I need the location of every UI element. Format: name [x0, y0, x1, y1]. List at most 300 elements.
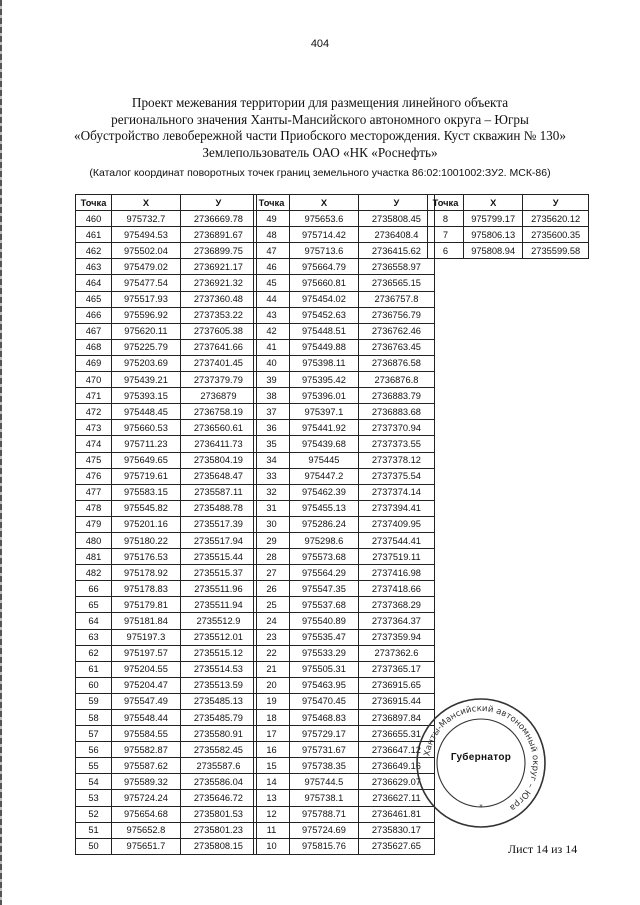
y-coordinate-cell: 2736415.62 [358, 243, 434, 259]
point-number-cell: 15 [254, 758, 290, 774]
table-header-row [76, 195, 257, 211]
table-row [254, 452, 435, 468]
table-row [76, 629, 257, 645]
table-row [254, 549, 435, 565]
point-number-cell: 462 [76, 243, 112, 259]
y-coordinate-cell: 2736461.81 [358, 806, 434, 822]
point-number-cell: 55 [76, 758, 112, 774]
y-coordinate-cell: 2735599.58 [523, 243, 589, 259]
point-number-cell: 481 [76, 549, 112, 565]
y-coordinate-cell: 2736560.61 [180, 420, 256, 436]
table-row [76, 227, 257, 243]
header-y: У [523, 195, 589, 211]
point-number-cell: 52 [76, 806, 112, 822]
x-coordinate-cell: 975455.13 [290, 500, 359, 516]
header-x: Х [290, 195, 359, 211]
y-coordinate-cell: 2737365.17 [358, 661, 434, 677]
point-number-cell: 465 [76, 291, 112, 307]
y-coordinate-cell: 2736763.45 [358, 339, 434, 355]
x-coordinate-cell: 975178.83 [112, 581, 181, 597]
point-number-cell: 18 [254, 710, 290, 726]
x-coordinate-cell: 975589.32 [112, 774, 181, 790]
y-coordinate-cell: 2737409.95 [358, 516, 434, 532]
table-row [254, 211, 435, 227]
table-row [76, 468, 257, 484]
stamp-star: * [479, 803, 483, 811]
y-coordinate-cell: 2736876.58 [358, 355, 434, 371]
table-row [254, 275, 435, 291]
table-row [76, 259, 257, 275]
point-number-cell: 20 [254, 677, 290, 693]
y-coordinate-cell: 2737359.94 [358, 629, 434, 645]
point-number-cell: 49 [254, 211, 290, 227]
point-number-cell: 60 [76, 677, 112, 693]
table-row [76, 758, 257, 774]
header-x: Х [112, 195, 181, 211]
table-row [254, 372, 435, 388]
catalog-caption: (Каталог координат поворотных точек границ земельного участка 86:02:1001002:ЗУ2. МСК-86) [89, 167, 551, 179]
point-number-cell: 45 [254, 275, 290, 291]
table-row [254, 532, 435, 548]
table-row [254, 838, 435, 854]
point-number-cell: 33 [254, 468, 290, 484]
x-coordinate-cell: 975447.2 [290, 468, 359, 484]
y-coordinate-cell: 2735512.9 [180, 613, 256, 629]
y-coordinate-cell: 2736757.8 [358, 291, 434, 307]
y-coordinate-cell: 2735511.94 [180, 597, 256, 613]
y-coordinate-cell: 2736899.75 [180, 243, 256, 259]
y-coordinate-cell: 2735808.45 [358, 211, 434, 227]
point-number-cell: 58 [76, 710, 112, 726]
x-coordinate-cell: 975545.82 [112, 500, 181, 516]
table-row [76, 307, 257, 323]
x-coordinate-cell: 975719.61 [112, 468, 181, 484]
point-number-cell: 10 [254, 838, 290, 854]
point-number-cell: 478 [76, 500, 112, 516]
table-row [428, 227, 589, 243]
point-number-cell: 466 [76, 307, 112, 323]
point-number-cell: 61 [76, 661, 112, 677]
x-coordinate-cell: 975714.42 [290, 227, 359, 243]
y-coordinate-cell: 2735514.53 [180, 661, 256, 677]
x-coordinate-cell: 975448.45 [112, 404, 181, 420]
table-row [254, 790, 435, 806]
point-number-cell: 27 [254, 565, 290, 581]
point-number-cell: 50 [76, 838, 112, 854]
point-number-cell: 26 [254, 581, 290, 597]
y-coordinate-cell: 2737401.45 [180, 355, 256, 371]
point-number-cell: 7 [428, 227, 464, 243]
y-coordinate-cell: 2736897.84 [358, 710, 434, 726]
x-coordinate-cell: 975547.49 [112, 693, 181, 709]
x-coordinate-cell: 975596.92 [112, 307, 181, 323]
y-coordinate-cell: 2737362.6 [358, 645, 434, 661]
y-coordinate-cell: 2735488.78 [180, 500, 256, 516]
y-coordinate-cell: 2736627.11 [358, 790, 434, 806]
table-row [76, 339, 257, 355]
x-coordinate-cell: 975502.04 [112, 243, 181, 259]
point-number-cell: 480 [76, 532, 112, 548]
x-coordinate-cell: 975729.17 [290, 726, 359, 742]
title-line: регионального значения Ханты-Мансийского автономного округа – Югры [111, 111, 529, 127]
y-coordinate-cell: 2737370.94 [358, 420, 434, 436]
x-coordinate-cell: 975548.44 [112, 710, 181, 726]
y-coordinate-cell: 2736649.16 [358, 758, 434, 774]
point-number-cell: 30 [254, 516, 290, 532]
y-coordinate-cell: 2735600.35 [523, 227, 589, 243]
title-line: Землепользователь ОАО «НК «Роснефть» [202, 144, 438, 160]
table-row [76, 661, 257, 677]
y-coordinate-cell: 2737353.22 [180, 307, 256, 323]
table-row [254, 243, 435, 259]
x-coordinate-cell: 975393.15 [112, 388, 181, 404]
header-y: У [180, 195, 256, 211]
point-number-cell: 22 [254, 645, 290, 661]
x-coordinate-cell: 975713.6 [290, 243, 359, 259]
x-coordinate-cell: 975468.83 [290, 710, 359, 726]
x-coordinate-cell: 975470.45 [290, 693, 359, 709]
y-coordinate-cell: 2735620.12 [523, 211, 589, 227]
y-coordinate-cell: 2737544.41 [358, 532, 434, 548]
x-coordinate-cell: 975724.69 [290, 822, 359, 838]
y-coordinate-cell: 2737360.48 [180, 291, 256, 307]
page-number: 404 [310, 38, 330, 50]
point-number-cell: 40 [254, 355, 290, 371]
y-coordinate-cell: 2736558.97 [358, 259, 434, 275]
table-row [76, 613, 257, 629]
table-row [76, 516, 257, 532]
point-number-cell: 56 [76, 742, 112, 758]
point-number-cell: 8 [428, 211, 464, 227]
x-coordinate-cell: 975547.35 [290, 581, 359, 597]
table-row [254, 291, 435, 307]
x-coordinate-cell: 975651.7 [112, 838, 181, 854]
y-coordinate-cell: 2737378.12 [358, 452, 434, 468]
point-number-cell: 44 [254, 291, 290, 307]
header-point: Точка [254, 195, 290, 211]
x-coordinate-cell: 975452.63 [290, 307, 359, 323]
y-coordinate-cell: 2736921.32 [180, 275, 256, 291]
y-coordinate-cell: 2735511.96 [180, 581, 256, 597]
x-coordinate-cell: 975203.69 [112, 355, 181, 371]
x-coordinate-cell: 975439.21 [112, 372, 181, 388]
x-coordinate-cell: 975477.54 [112, 275, 181, 291]
table-row [254, 742, 435, 758]
x-coordinate-cell: 975788.71 [290, 806, 359, 822]
coordinates-table-1 [75, 194, 257, 855]
y-coordinate-cell: 2737374.14 [358, 484, 434, 500]
y-coordinate-cell: 2735804.19 [180, 452, 256, 468]
point-number-cell: 479 [76, 516, 112, 532]
point-number-cell: 62 [76, 645, 112, 661]
point-number-cell: 474 [76, 436, 112, 452]
x-coordinate-cell: 975197.3 [112, 629, 181, 645]
y-coordinate-cell: 2737394.41 [358, 500, 434, 516]
point-number-cell: 461 [76, 227, 112, 243]
x-coordinate-cell: 975537.68 [290, 597, 359, 613]
table-row [76, 677, 257, 693]
y-coordinate-cell: 2736655.31 [358, 726, 434, 742]
y-coordinate-cell: 2736915.65 [358, 677, 434, 693]
point-number-cell: 468 [76, 339, 112, 355]
y-coordinate-cell: 2735808.15 [180, 838, 256, 854]
x-coordinate-cell: 975652.8 [112, 822, 181, 838]
table-row [76, 420, 257, 436]
point-number-cell: 47 [254, 243, 290, 259]
table-row [76, 726, 257, 742]
x-coordinate-cell: 975653.6 [290, 211, 359, 227]
x-coordinate-cell: 975533.29 [290, 645, 359, 661]
point-number-cell: 64 [76, 613, 112, 629]
x-coordinate-cell: 975204.47 [112, 677, 181, 693]
table-row [254, 758, 435, 774]
point-number-cell: 19 [254, 693, 290, 709]
table-row [76, 404, 257, 420]
point-number-cell: 66 [76, 581, 112, 597]
x-coordinate-cell: 975564.29 [290, 565, 359, 581]
table-row [254, 677, 435, 693]
x-coordinate-cell: 975738.35 [290, 758, 359, 774]
y-coordinate-cell: 2736411.73 [180, 436, 256, 452]
y-coordinate-cell: 2736756.79 [358, 307, 434, 323]
table-row [76, 275, 257, 291]
x-coordinate-cell: 975449.88 [290, 339, 359, 355]
point-number-cell: 48 [254, 227, 290, 243]
y-coordinate-cell: 2737368.29 [358, 597, 434, 613]
y-coordinate-cell: 2736883.68 [358, 404, 434, 420]
table-row [76, 532, 257, 548]
table-row [254, 565, 435, 581]
x-coordinate-cell: 975535.47 [290, 629, 359, 645]
x-coordinate-cell: 975664.79 [290, 259, 359, 275]
table-row [254, 726, 435, 742]
y-coordinate-cell: 2737605.38 [180, 323, 256, 339]
table-row [254, 693, 435, 709]
y-coordinate-cell: 2737418.66 [358, 581, 434, 597]
x-coordinate-cell: 975660.81 [290, 275, 359, 291]
point-number-cell: 23 [254, 629, 290, 645]
point-number-cell: 63 [76, 629, 112, 645]
y-coordinate-cell: 2735830.17 [358, 822, 434, 838]
x-coordinate-cell: 975298.6 [290, 532, 359, 548]
table-row [254, 468, 435, 484]
table-row [254, 661, 435, 677]
y-coordinate-cell: 2736876.8 [358, 372, 434, 388]
y-coordinate-cell: 2737416.98 [358, 565, 434, 581]
y-coordinate-cell: 2736629.07 [358, 774, 434, 790]
table-row [254, 710, 435, 726]
x-coordinate-cell: 975505.31 [290, 661, 359, 677]
table-row [254, 323, 435, 339]
point-number-cell: 65 [76, 597, 112, 613]
coordinates-table-3 [427, 194, 589, 259]
header-point: Точка [428, 195, 464, 211]
y-coordinate-cell: 2736762.46 [358, 323, 434, 339]
coordinates-table-2 [253, 194, 435, 855]
x-coordinate-cell: 975738.1 [290, 790, 359, 806]
table-row [76, 484, 257, 500]
x-coordinate-cell: 975494.53 [112, 227, 181, 243]
table-row [76, 838, 257, 854]
point-number-cell: 57 [76, 726, 112, 742]
point-number-cell: 24 [254, 613, 290, 629]
table-row [254, 645, 435, 661]
point-number-cell: 463 [76, 259, 112, 275]
point-number-cell: 476 [76, 468, 112, 484]
table-row [254, 339, 435, 355]
point-number-cell: 473 [76, 420, 112, 436]
table-row [76, 388, 257, 404]
point-number-cell: 16 [254, 742, 290, 758]
point-number-cell: 54 [76, 774, 112, 790]
point-number-cell: 12 [254, 806, 290, 822]
y-coordinate-cell: 2735646.72 [180, 790, 256, 806]
x-coordinate-cell: 975583.15 [112, 484, 181, 500]
point-number-cell: 37 [254, 404, 290, 420]
x-coordinate-cell: 975654.68 [112, 806, 181, 822]
x-coordinate-cell: 975179.81 [112, 597, 181, 613]
y-coordinate-cell: 2736883.79 [358, 388, 434, 404]
y-coordinate-cell: 2737375.54 [358, 468, 434, 484]
table-row [76, 645, 257, 661]
x-coordinate-cell: 975445 [290, 452, 359, 468]
title-line: «Обустройство левобережной части Приобского месторождения. Куст скважин № 130» [74, 128, 566, 143]
table-row [76, 710, 257, 726]
table-row [428, 211, 589, 227]
point-number-cell: 471 [76, 388, 112, 404]
y-coordinate-cell: 2735648.47 [180, 468, 256, 484]
point-number-cell: 472 [76, 404, 112, 420]
point-number-cell: 32 [254, 484, 290, 500]
y-coordinate-cell: 2735515.44 [180, 549, 256, 565]
x-coordinate-cell: 975724.24 [112, 790, 181, 806]
y-coordinate-cell: 2735580.91 [180, 726, 256, 742]
y-coordinate-cell: 2736565.15 [358, 275, 434, 291]
x-coordinate-cell: 975181.84 [112, 613, 181, 629]
y-coordinate-cell: 2737641.66 [180, 339, 256, 355]
table-row [76, 355, 257, 371]
y-coordinate-cell: 2737364.37 [358, 613, 434, 629]
y-coordinate-cell: 2736669.78 [180, 211, 256, 227]
header-y: У [358, 195, 434, 211]
x-coordinate-cell: 975396.01 [290, 388, 359, 404]
point-number-cell: 35 [254, 436, 290, 452]
header-point: Точка [76, 195, 112, 211]
x-coordinate-cell: 975454.02 [290, 291, 359, 307]
title-line: Проект межевания территории для размещения линейного объекта [131, 95, 509, 110]
table-row [428, 243, 589, 259]
point-number-cell: 25 [254, 597, 290, 613]
x-coordinate-cell: 975744.5 [290, 774, 359, 790]
table-row [254, 388, 435, 404]
table-row [254, 774, 435, 790]
table-row [76, 774, 257, 790]
y-coordinate-cell: 2735582.45 [180, 742, 256, 758]
x-coordinate-cell: 975398.11 [290, 355, 359, 371]
x-coordinate-cell: 975815.76 [290, 838, 359, 854]
x-coordinate-cell: 975620.11 [112, 323, 181, 339]
y-coordinate-cell: 2735517.94 [180, 532, 256, 548]
y-coordinate-cell: 2735512.01 [180, 629, 256, 645]
table-row [254, 259, 435, 275]
table-row [254, 355, 435, 371]
y-coordinate-cell: 2736408.4 [358, 227, 434, 243]
point-number-cell: 477 [76, 484, 112, 500]
table-row [254, 613, 435, 629]
header-x: Х [464, 195, 523, 211]
x-coordinate-cell: 975711.23 [112, 436, 181, 452]
point-number-cell: 482 [76, 565, 112, 581]
y-coordinate-cell: 2737373.55 [358, 436, 434, 452]
point-number-cell: 43 [254, 307, 290, 323]
stamp-ring-text: Ханты-Мансийский автономный округ – Югра [422, 703, 541, 813]
x-coordinate-cell: 975463.95 [290, 677, 359, 693]
y-coordinate-cell: 2736915.44 [358, 693, 434, 709]
point-number-cell: 28 [254, 549, 290, 565]
x-coordinate-cell: 975201.16 [112, 516, 181, 532]
table-row [76, 565, 257, 581]
table-row [254, 629, 435, 645]
point-number-cell: 475 [76, 452, 112, 468]
x-coordinate-cell: 975540.89 [290, 613, 359, 629]
sheet-counter: Лист 14 из 14 [508, 842, 578, 856]
point-number-cell: 17 [254, 726, 290, 742]
point-number-cell: 460 [76, 211, 112, 227]
y-coordinate-cell: 2736647.12 [358, 742, 434, 758]
table-row [76, 790, 257, 806]
point-number-cell: 469 [76, 355, 112, 371]
x-coordinate-cell: 975397.1 [290, 404, 359, 420]
point-number-cell: 53 [76, 790, 112, 806]
table-row [76, 693, 257, 709]
table-row [76, 372, 257, 388]
y-coordinate-cell: 2735515.12 [180, 645, 256, 661]
x-coordinate-cell: 975204.55 [112, 661, 181, 677]
point-number-cell: 29 [254, 532, 290, 548]
x-coordinate-cell: 975808.94 [464, 243, 523, 259]
table-row [254, 822, 435, 838]
y-coordinate-cell: 2735517.39 [180, 516, 256, 532]
table-row [254, 307, 435, 323]
x-coordinate-cell: 975479.02 [112, 259, 181, 275]
table-header-row [428, 195, 589, 211]
point-number-cell: 36 [254, 420, 290, 436]
y-coordinate-cell: 2737519.11 [358, 549, 434, 565]
point-number-cell: 11 [254, 822, 290, 838]
point-number-cell: 31 [254, 500, 290, 516]
x-coordinate-cell: 975731.67 [290, 742, 359, 758]
x-coordinate-cell: 975441.92 [290, 420, 359, 436]
y-coordinate-cell: 2736879 [180, 388, 256, 404]
table-row [76, 500, 257, 516]
x-coordinate-cell: 975649.65 [112, 452, 181, 468]
point-number-cell: 59 [76, 693, 112, 709]
y-coordinate-cell: 2735801.53 [180, 806, 256, 822]
table-row [76, 581, 257, 597]
table-row [254, 420, 435, 436]
point-number-cell: 41 [254, 339, 290, 355]
point-number-cell: 38 [254, 388, 290, 404]
governor-seal-stamp [415, 697, 547, 829]
table-row [76, 243, 257, 259]
point-number-cell: 51 [76, 822, 112, 838]
x-coordinate-cell: 975439.68 [290, 436, 359, 452]
x-coordinate-cell: 975395.42 [290, 372, 359, 388]
y-coordinate-cell: 2737379.79 [180, 372, 256, 388]
point-number-cell: 464 [76, 275, 112, 291]
table-row [76, 436, 257, 452]
point-number-cell: 42 [254, 323, 290, 339]
